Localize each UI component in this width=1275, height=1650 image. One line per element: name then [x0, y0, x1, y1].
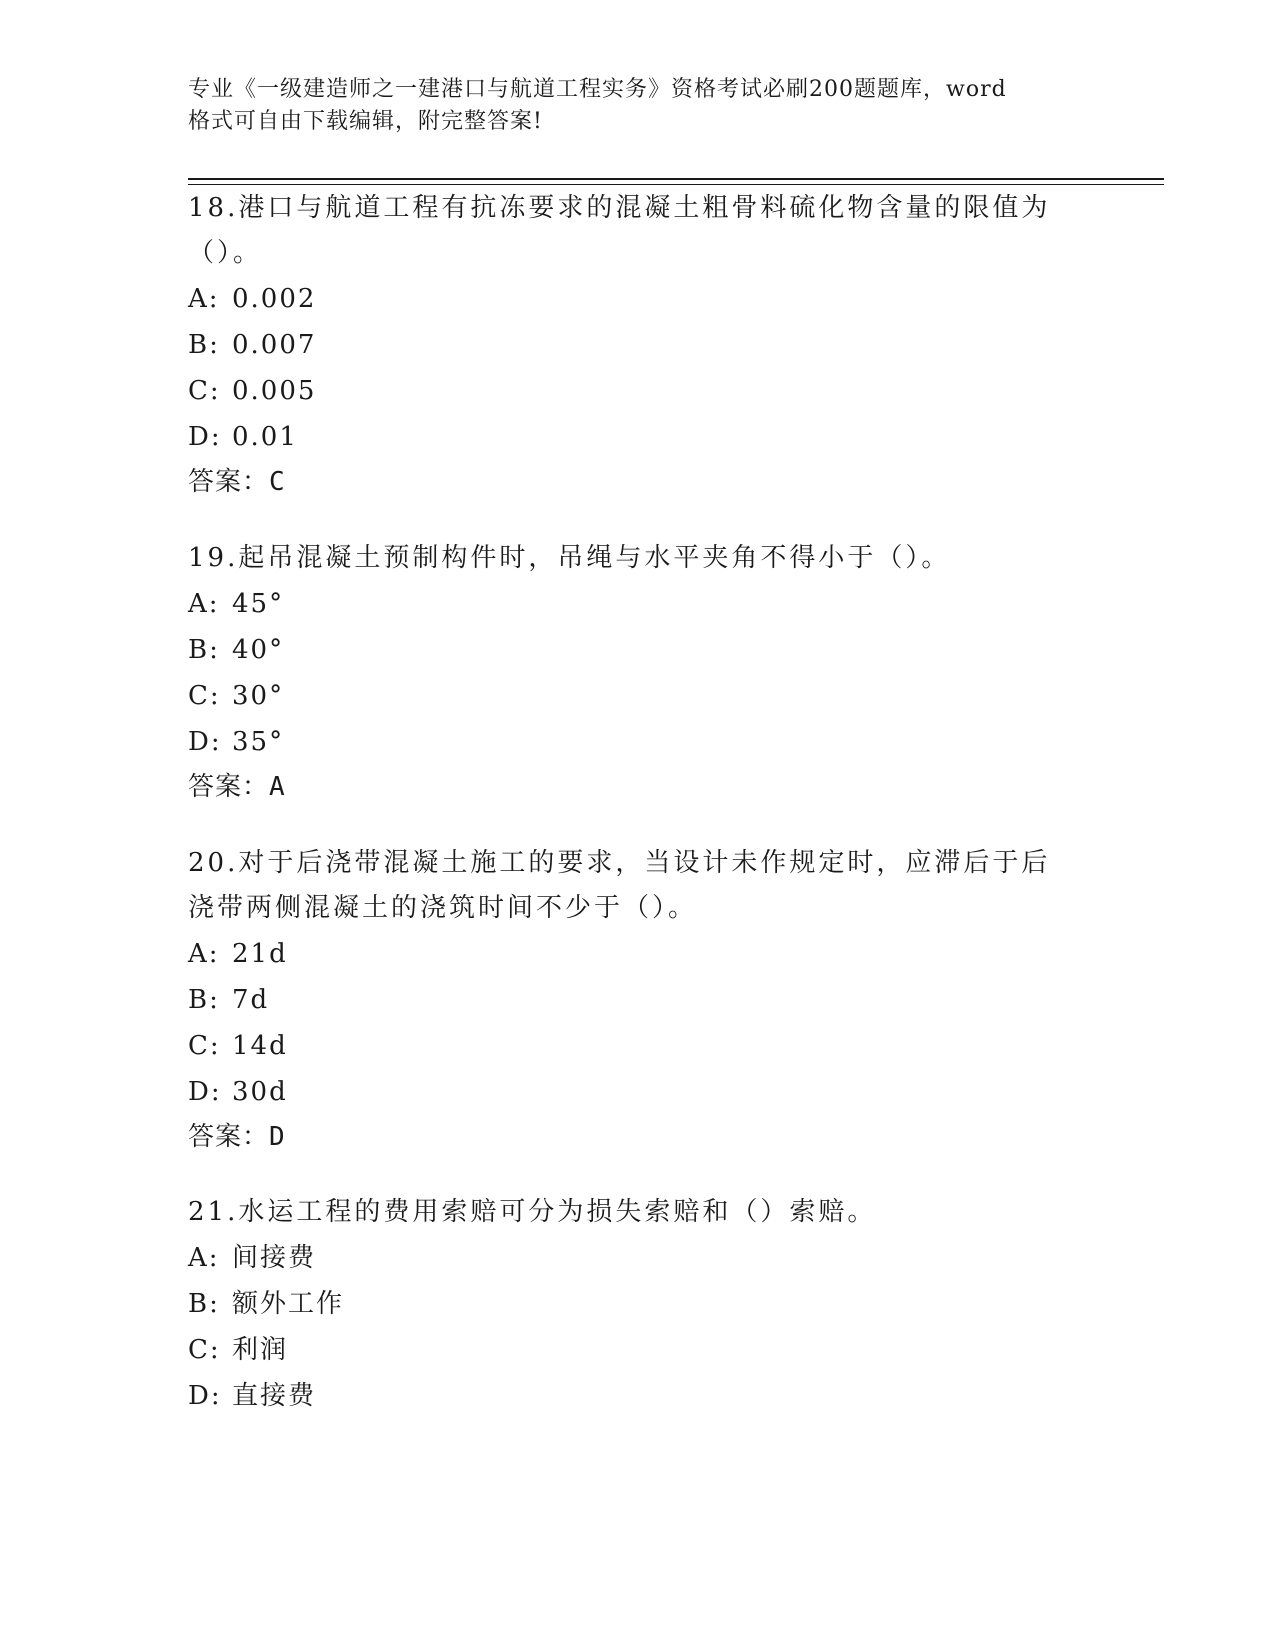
option-key: C:: [188, 1031, 221, 1061]
option-key: C:: [188, 681, 221, 711]
question-block: [188, 841, 1088, 1159]
option-key: A:: [188, 284, 220, 314]
option-b: [188, 627, 1088, 673]
option-key: C:: [188, 376, 221, 406]
option-d: [188, 1069, 1088, 1115]
option-key: B:: [188, 635, 220, 665]
option-key: D:: [188, 727, 222, 757]
header-line-1: 专业《一级建造师之一建港口与航道工程实务》资格考试必刷200题题库，word: [188, 77, 1007, 102]
document-header: [188, 74, 1068, 138]
option-key: C:: [188, 1335, 221, 1365]
option-text: 利润: [232, 1335, 289, 1365]
header-line-2: 格式可自由下载编辑，附完整答案!: [188, 109, 543, 134]
option-text: 30d: [232, 1077, 288, 1107]
question-block: [188, 536, 1088, 809]
option-text: 7d: [232, 985, 270, 1015]
option-text: 0.005: [232, 376, 317, 406]
question-block: [188, 186, 1088, 504]
option-c: [188, 673, 1088, 719]
option-key: B:: [188, 985, 220, 1015]
option-text: 额外工作: [232, 1289, 345, 1319]
answer-line: 答案：A: [188, 772, 286, 802]
option-a: [188, 276, 1088, 322]
option-text: 0.002: [232, 284, 317, 314]
option-key: B:: [188, 330, 220, 360]
option-text: 0.007: [232, 330, 317, 360]
option-b: [188, 322, 1088, 368]
option-text: 0.01: [232, 422, 298, 452]
option-key: D:: [188, 1077, 222, 1107]
option-key: A:: [188, 1243, 220, 1273]
question-stem: 21.水运工程的费用索赔可分为损失索赔和（）索赔。: [188, 1197, 877, 1227]
question-stem: 18.港口与航道工程有抗冻要求的混凝土粗骨料硫化物含量的限值为（）。: [188, 193, 1051, 268]
option-text: 30°: [232, 681, 285, 711]
question-stem: 20.对于后浇带混凝土施工的要求，当设计未作规定时，应滞后于后浇带两侧混凝土的浇筑时间不少于（）。: [188, 848, 1051, 923]
option-text: 间接费: [232, 1243, 317, 1273]
option-key: A:: [188, 589, 220, 619]
option-d: [188, 1373, 1088, 1419]
header-divider-thin: [188, 184, 1164, 185]
option-text: 45°: [232, 589, 285, 619]
option-b: [188, 977, 1088, 1023]
option-text: 直接费: [232, 1381, 317, 1411]
option-key: A:: [188, 939, 220, 969]
question-stem: 19.起吊混凝土预制构件时，吊绳与水平夹角不得小于（）。: [188, 543, 951, 573]
option-text: 35°: [232, 727, 285, 757]
option-key: B:: [188, 1289, 220, 1319]
answer-line: 答案：D: [188, 1122, 286, 1152]
option-d: [188, 719, 1088, 765]
option-a: [188, 1235, 1088, 1281]
option-text: 40°: [232, 635, 285, 665]
option-text: 14d: [232, 1031, 288, 1061]
option-text: 21d: [232, 939, 288, 969]
option-key: D:: [188, 1381, 222, 1411]
option-a: [188, 931, 1088, 977]
answer-line: 答案：C: [188, 467, 286, 497]
option-b: [188, 1281, 1088, 1327]
header-divider-thick: [188, 178, 1164, 180]
option-a: [188, 581, 1088, 627]
option-c: [188, 368, 1088, 414]
option-d: [188, 414, 1088, 460]
option-c: [188, 1327, 1088, 1373]
question-block: [188, 1190, 1088, 1419]
option-c: [188, 1023, 1088, 1069]
option-key: D:: [188, 422, 222, 452]
